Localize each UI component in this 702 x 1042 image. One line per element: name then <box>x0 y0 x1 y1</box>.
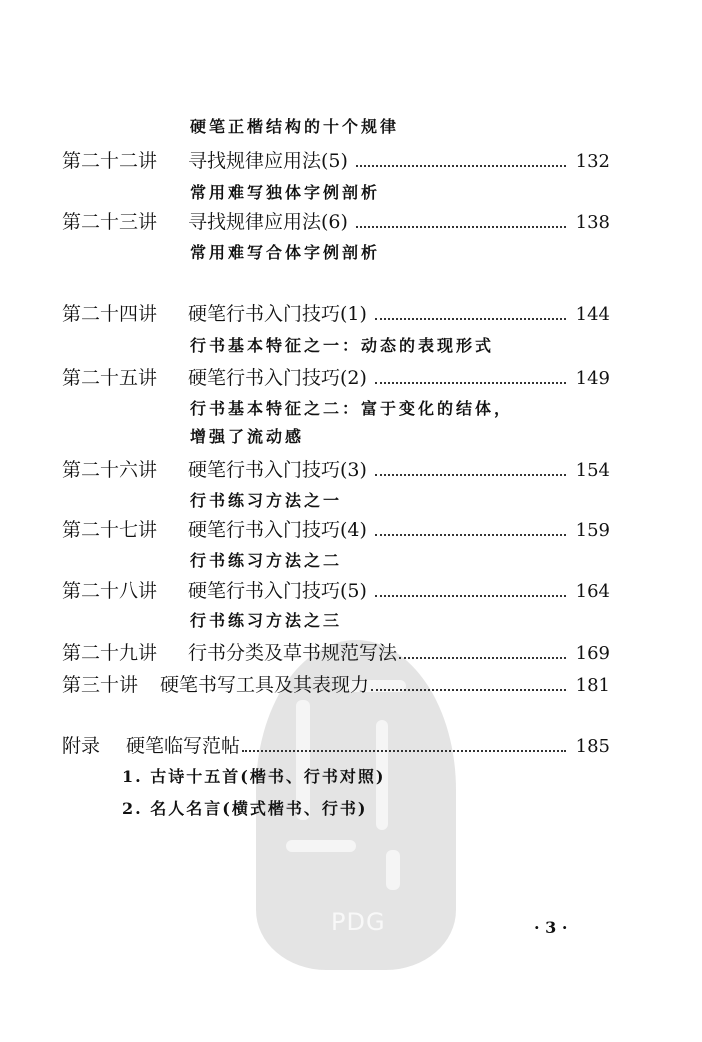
leader-dots <box>375 381 566 384</box>
seal-stroke <box>286 840 356 852</box>
leader-dots <box>356 164 566 167</box>
lecture-title: 硬笔行书入门技巧(2) <box>188 367 367 389</box>
toc-subtitle: 行书练习方法之一 <box>190 491 343 510</box>
page-number: 159 <box>575 520 610 541</box>
lecture-title: 硬笔行书入门技巧(4) <box>188 519 367 541</box>
lecture-number: 第二十七讲 <box>62 519 158 541</box>
toc-entry[interactable] <box>62 299 610 326</box>
lecture-title: 硬笔行书入门技巧(5) <box>188 580 367 602</box>
toc-subtitle: 常用难写合体字例剖析 <box>190 243 381 262</box>
leader-dots <box>399 656 566 659</box>
page-footer-number: · 3 · <box>534 918 568 937</box>
lecture-title: 行书分类及草书规范写法 <box>188 642 398 664</box>
toc-subtitle: 行书基本特征之二：富于变化的结体， <box>190 399 514 418</box>
leader-dots <box>371 688 566 691</box>
lecture-title: 寻找规律应用法(6) <box>188 211 348 233</box>
toc-entry[interactable] <box>62 207 610 234</box>
toc-entry[interactable] <box>62 146 610 173</box>
lecture-number: 第三十讲 <box>62 674 139 696</box>
page-number: 144 <box>575 304 610 325</box>
toc-entry[interactable] <box>62 455 610 482</box>
lecture-number: 第二十二讲 <box>62 150 158 172</box>
page-number: 149 <box>575 368 610 389</box>
page-number: 181 <box>575 675 610 696</box>
leader-dots <box>375 533 566 536</box>
page-number: 132 <box>575 151 610 172</box>
seal-stroke <box>386 850 400 890</box>
toc-entry[interactable] <box>62 731 610 758</box>
page-number: 185 <box>575 736 610 757</box>
toc-entry[interactable] <box>62 576 610 603</box>
page-number: 154 <box>575 460 610 481</box>
leader-dots <box>356 225 566 228</box>
toc-entry[interactable] <box>62 363 610 390</box>
toc-entry[interactable] <box>62 670 610 697</box>
lecture-number: 第二十四讲 <box>62 303 158 325</box>
lecture-number: 第二十八讲 <box>62 580 158 602</box>
leader-dots <box>375 473 566 476</box>
toc-subtitle: 行书基本特征之一：动态的表现形式 <box>190 336 495 355</box>
lecture-number: 第二十五讲 <box>62 367 158 389</box>
toc-subtitle: 硬笔正楷结构的十个规律 <box>190 117 400 136</box>
lecture-title: 硬笔书写工具及其表现力 <box>160 674 370 696</box>
lecture-number: 第二十九讲 <box>62 642 158 664</box>
toc-subtitle: 增强了流动感 <box>190 427 305 446</box>
toc-subtitle: 行书练习方法之三 <box>190 611 343 630</box>
leader-dots <box>375 594 566 597</box>
toc-entry[interactable] <box>62 638 610 665</box>
toc-subtitle: 常用难写独体字例剖析 <box>190 183 381 202</box>
page-number: 138 <box>575 212 610 233</box>
lecture-number: 附录 <box>62 735 101 757</box>
lecture-title: 硬笔行书入门技巧(1) <box>188 303 367 325</box>
lecture-title: 硬笔行书入门技巧(3) <box>188 459 367 481</box>
page-number: 169 <box>575 643 610 664</box>
lecture-number: 第二十六讲 <box>62 459 158 481</box>
toc-subtitle: 行书练习方法之二 <box>190 551 343 570</box>
lecture-title: 寻找规律应用法(5) <box>188 150 348 172</box>
lecture-number: 第二十三讲 <box>62 211 158 233</box>
lecture-title: 硬笔临写范帖 <box>126 735 241 757</box>
page-number: 164 <box>575 581 610 602</box>
toc-subtitle: 1. 古诗十五首(楷书、行书对照) <box>122 767 386 786</box>
leader-dots <box>375 317 566 320</box>
watermark-text: PDG <box>331 908 386 936</box>
toc-subtitle: 2. 名人名言(横式楷书、行书) <box>122 799 368 818</box>
leader-dots <box>242 749 566 752</box>
toc-entry[interactable] <box>62 515 610 542</box>
